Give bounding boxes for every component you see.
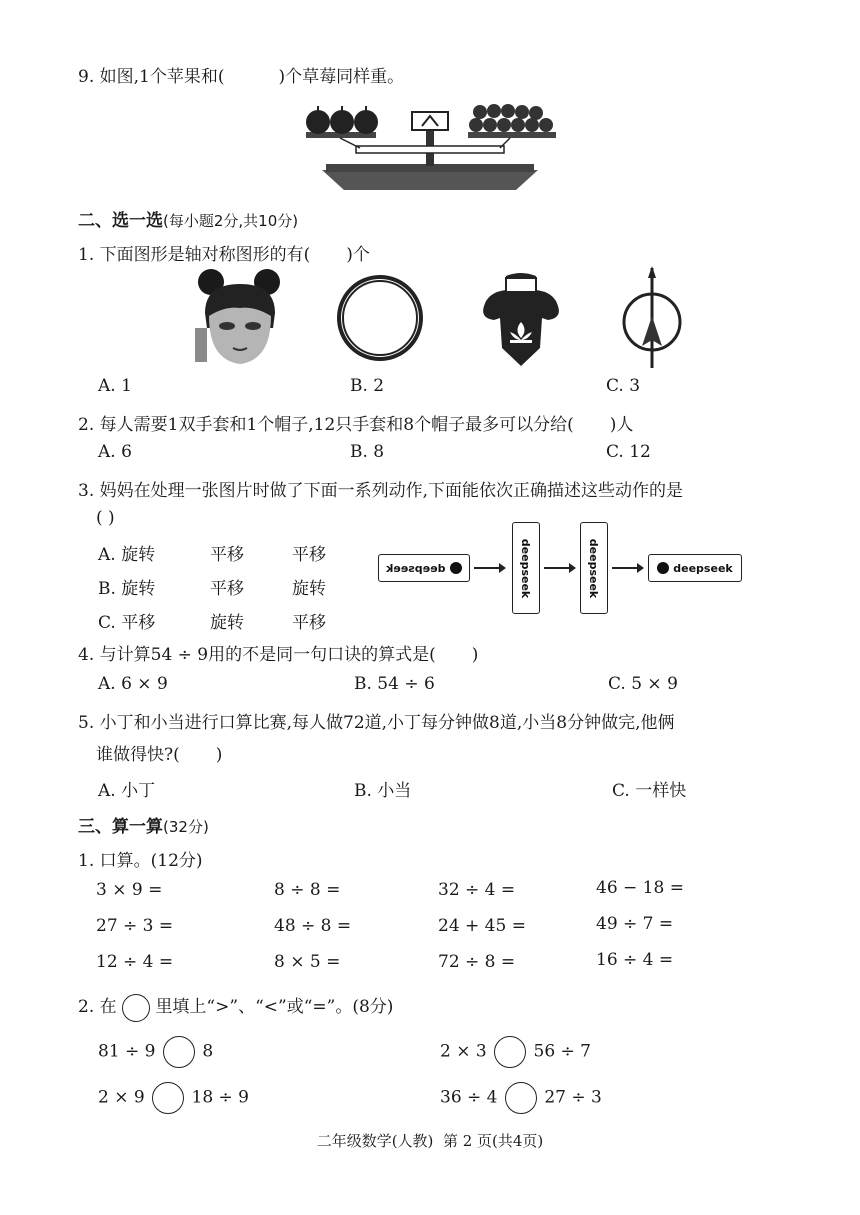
arithmetic-item[interactable]: 24 + 45 = [438,916,526,936]
option-b[interactable]: B. 小当 [354,781,412,801]
arithmetic-item[interactable]: 3 × 9 = [96,880,163,900]
compare-item: 2 × 9 18 ÷ 9 [98,1082,249,1114]
compare-circle[interactable] [494,1036,526,1068]
option-b[interactable]: B. 54 ÷ 6 [354,674,435,694]
compare-item: 81 ÷ 9 8 [98,1036,213,1068]
section-3-heading: 三、算一算(32分) [78,817,209,837]
section-2-question-5: 5. 小丁和小当进行口算比赛,每人做72道,小丁每分钟做8道,小当8分钟做完,他俩 [78,713,675,733]
option-b[interactable]: B. 旋转 [98,579,156,599]
section-2-question-2: 2. 每人需要1双手套和1个帽子,12只手套和8个帽子最多可以分给( )人 [78,415,634,435]
logo-step-3: deepseek [580,522,608,614]
arithmetic-item[interactable]: 32 ÷ 4 = [438,880,516,900]
compare-circle[interactable] [505,1082,537,1114]
option-a[interactable]: A. 6 × 9 [98,674,168,694]
arithmetic-item[interactable]: 49 ÷ 7 = [596,914,674,934]
balance-scale-image [300,98,560,193]
arithmetic-item[interactable]: 27 ÷ 3 = [96,916,174,936]
circle-with-arrow-image [612,266,692,370]
arrow-icon [612,567,642,569]
arrow-icon [544,567,574,569]
compare-circle[interactable] [163,1036,195,1068]
arithmetic-item[interactable]: 48 ÷ 8 = [274,916,352,936]
option-a[interactable]: A. 旋转 [98,545,156,565]
section-2-heading: 二、选一选(每小题2分,共10分) [78,211,299,231]
section-3-question-2: 2. 在 里填上“>”、“<”或“=”。(8分) [78,992,393,1022]
option-b[interactable]: B. 2 [350,376,385,396]
compare-item: 2 × 3 56 ÷ 7 [440,1036,591,1068]
answer-blank[interactable]: ( ) [96,508,115,528]
apple-icon [306,106,378,134]
logo-step-1: deepseek [378,554,470,582]
option-c[interactable]: C. 一样快 [612,781,687,801]
badge-image [476,270,566,370]
logo-step-2: deepseek [512,522,540,614]
arithmetic-item[interactable]: 46 − 18 = [596,878,684,898]
strawberry-icon [469,104,553,132]
section-2-question-5-line-2: 谁做得快?( ) [96,745,223,765]
arithmetic-item[interactable]: 12 ÷ 4 = [96,952,174,972]
question-9: 9. 如图,1个苹果和( )个草莓同样重。 [78,67,405,87]
section-3-question-1: 1. 口算。(12分) [78,851,203,871]
option-c[interactable]: C. 12 [606,442,651,462]
option-a[interactable]: A. 小丁 [98,781,156,801]
arithmetic-item[interactable]: 8 ÷ 8 = [274,880,341,900]
option-b[interactable]: B. 8 [350,442,385,462]
page-footer: 二年级数学(人教) 第 2 页(共4页) [316,1132,544,1150]
option-c[interactable]: C. 3 [606,376,641,396]
option-a[interactable]: A. 1 [98,376,132,396]
circle-icon [122,994,150,1022]
arithmetic-item[interactable]: 16 ÷ 4 = [596,950,674,970]
girl-character-image [195,268,285,368]
option-c[interactable]: C. 平移 [98,613,156,633]
option-c[interactable]: C. 5 × 9 [608,674,678,694]
compare-circle[interactable] [152,1082,184,1114]
arithmetic-item[interactable]: 72 ÷ 8 = [438,952,516,972]
whale-icon [450,562,462,574]
section-2-question-4: 4. 与计算54 ÷ 9用的不是同一句口诀的算式是( ) [78,645,479,665]
compare-item: 36 ÷ 4 27 ÷ 3 [440,1082,602,1114]
option-a[interactable]: A. 6 [98,442,132,462]
section-2-question-3: 3. 妈妈在处理一张图片时做了下面一系列动作,下面能依次正确描述这些动作的是 [78,481,684,501]
ring-image [334,272,426,364]
logo-step-4: deepseek [648,554,742,582]
section-2-question-1: 1. 下面图形是轴对称图形的有( )个 [78,245,370,265]
arithmetic-item[interactable]: 8 × 5 = [274,952,341,972]
whale-icon [657,562,669,574]
arrow-icon [474,567,504,569]
